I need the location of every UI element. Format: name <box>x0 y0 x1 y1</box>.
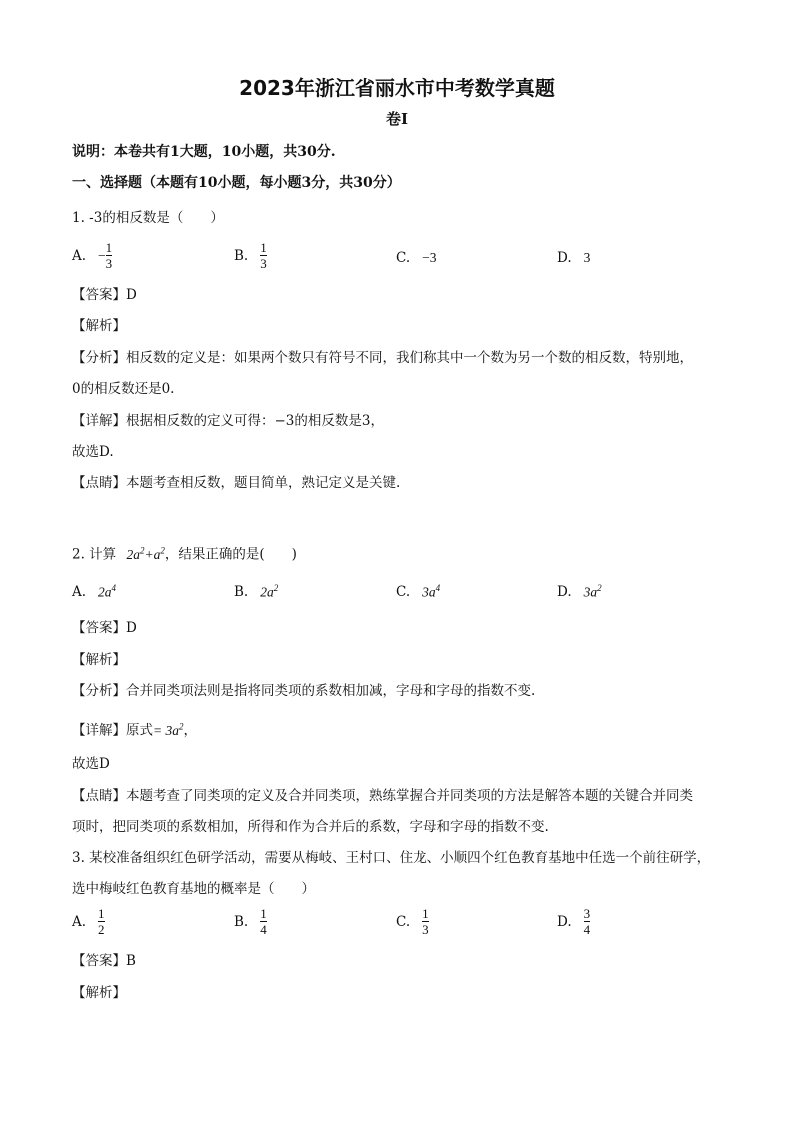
fraction <box>260 240 267 271</box>
answer-value: D <box>126 620 137 636</box>
q2-stem <box>72 540 297 565</box>
q1-stem: 1. -3的相反数是（ ） <box>72 210 224 226</box>
analysis-tag: 【解析】 <box>72 985 126 1001</box>
q1-answer <box>72 285 137 305</box>
exp: 2 <box>597 583 602 593</box>
q1-option-b <box>234 240 267 271</box>
numerator: 1 <box>260 906 267 921</box>
exp: 2 <box>273 583 279 593</box>
analysis-tag: 【解析】 <box>72 318 126 334</box>
q2-answer <box>72 618 137 638</box>
q1-comment <box>72 473 400 493</box>
fenxi-tag: 【分析】 <box>72 350 126 366</box>
q3-analysis-tag <box>72 983 126 1003</box>
option-label: C. <box>396 250 411 266</box>
term1: 2a <box>126 546 140 562</box>
option-value: −3 <box>422 250 437 265</box>
q1-option-a <box>72 240 112 271</box>
fenxi-text: 合并同类项法则是指将同类项的系数相加减，字母和字母的指数不变. <box>126 683 536 699</box>
detail-suffix: ， <box>183 722 197 739</box>
comment-tag: 【点睛】 <box>72 788 126 804</box>
q2-fenxi <box>72 681 535 701</box>
page-title: 2023年浙江省丽水市中考数学真题 <box>239 76 555 100</box>
fraction <box>106 240 113 271</box>
option-label: C. <box>396 583 411 600</box>
analysis-tag: 【解析】 <box>72 652 126 668</box>
coef: 2a <box>98 584 112 600</box>
numerator: 3 <box>583 906 591 921</box>
exp2: 2 <box>160 545 165 555</box>
q3-stem-line2: 选中梅岐红色教育基地的概率是（ ） <box>72 881 315 897</box>
q2-comment-line2: 项时，把同类项的系数相加，所得和作为合并后的系数，字母和字母的指数不变. <box>72 819 549 835</box>
eq: = 3a <box>153 722 179 738</box>
q2-choose: 故选D <box>72 756 110 772</box>
option-label: B. <box>234 913 249 930</box>
option-label: C. <box>396 913 411 930</box>
detail-tag: 【详解】 <box>72 722 126 739</box>
q1-fenxi-line1 <box>72 348 693 368</box>
denominator: 3 <box>422 922 429 937</box>
q3-option-a <box>72 906 105 937</box>
denominator: 2 <box>98 922 105 937</box>
q1-fenxi-line2: 0的相反数还是0. <box>72 381 175 397</box>
q1-option-c <box>396 250 437 266</box>
comment-text: 本题考查了同类项的定义及合并同类项，熟练掌握合并同类项的方法是解答本题的关键合并同类 <box>126 788 693 804</box>
instructions: 说明：本卷共有1大题，10小题，共30分. <box>72 144 336 160</box>
fenxi-tag: 【分析】 <box>72 683 126 699</box>
comment-tag: 【点睛】 <box>72 475 126 491</box>
numerator: 1 <box>422 906 429 921</box>
q3-answer <box>72 951 136 971</box>
stem-prefix: 2. 计算 <box>72 546 117 563</box>
exp: 2 <box>179 721 184 731</box>
detail-text: 根据相反数的定义可得：−3的相反数是3， <box>126 413 384 429</box>
fraction <box>422 906 429 937</box>
detail-tag: 【详解】 <box>72 413 126 429</box>
coef: 3a <box>583 584 598 600</box>
q1-detail <box>72 411 384 431</box>
numerator: 1 <box>105 240 113 255</box>
option-label: B. <box>234 247 249 264</box>
answer-value: D <box>126 287 137 303</box>
q3-stem-line1: 3. 某校准备组织红色研学活动，需要从梅岐、王村口、住龙、小顺四个红色教育基地中任选一个前往研学， <box>72 850 711 866</box>
q2-option-b <box>234 583 278 601</box>
q2-analysis-tag <box>72 650 126 670</box>
volume-label: 卷I <box>385 110 409 128</box>
option-label: A. <box>72 583 87 600</box>
answer-tag: 【答案】 <box>72 287 126 303</box>
option-value <box>260 583 278 601</box>
q1-choose: 故选D. <box>72 444 114 460</box>
fraction <box>98 906 105 937</box>
answer-tag: 【答案】 <box>72 620 126 636</box>
denominator: 3 <box>260 256 267 271</box>
exp: 4 <box>111 583 117 593</box>
minus-sign: − <box>98 247 106 263</box>
term2: +a <box>144 546 161 562</box>
q3-option-d <box>557 906 590 937</box>
q1-analysis-tag <box>72 316 126 336</box>
detail-expression <box>153 723 184 738</box>
option-value <box>422 583 440 601</box>
q2-option-c <box>396 583 440 601</box>
answer-value: B <box>126 953 136 969</box>
q2-detail <box>72 716 197 741</box>
detail-prefix: 原式 <box>126 722 153 739</box>
fraction <box>260 906 267 937</box>
expression <box>126 547 164 562</box>
denominator: 4 <box>260 922 267 937</box>
option-value <box>584 583 602 601</box>
option-label: B. <box>234 583 249 600</box>
denominator: 4 <box>583 922 591 937</box>
q3-option-c <box>396 906 429 937</box>
numerator: 1 <box>98 906 105 921</box>
option-label: A. <box>72 913 87 930</box>
denominator: 3 <box>105 256 113 271</box>
coef: 2a <box>260 584 274 600</box>
fenxi-text: 相反数的定义是：如果两个数只有符号不同，我们称其中一个数为另一个数的相反数，特别地， <box>126 350 693 366</box>
exp1: 2 <box>139 545 145 555</box>
stem-suffix: ，结果正确的是( ) <box>164 546 297 563</box>
option-label: D. <box>557 913 572 930</box>
answer-tag: 【答案】 <box>72 953 126 969</box>
option-value <box>98 583 116 601</box>
fraction <box>584 906 591 937</box>
q2-comment-line1 <box>72 786 693 806</box>
option-label: D. <box>557 583 572 600</box>
exp: 4 <box>435 583 441 593</box>
numerator: 1 <box>260 240 267 255</box>
option-value: 3 <box>583 250 591 265</box>
coef: 3a <box>422 584 436 600</box>
q2-option-d <box>557 583 602 601</box>
option-label: D. <box>557 250 572 266</box>
q1-option-d <box>557 250 590 266</box>
q2-option-a <box>72 583 116 601</box>
option-label: A. <box>72 247 87 264</box>
section-heading: 一、选择题（本题有10小题，每小题3分，共30分） <box>72 175 401 191</box>
comment-text: 本题考查相反数，题目简单，熟记定义是关键. <box>126 475 401 491</box>
q3-option-b <box>234 906 267 937</box>
